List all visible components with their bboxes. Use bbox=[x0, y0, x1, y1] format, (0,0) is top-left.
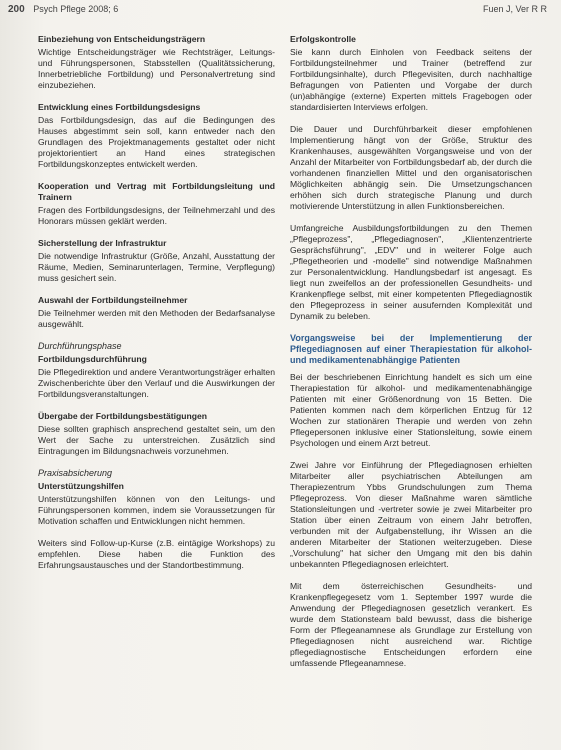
journal-title: Psych Pflege 2008; 6 bbox=[33, 4, 119, 14]
section-heading: Übergabe der Fortbildungsbestätigungen bbox=[38, 411, 208, 421]
left-column bbox=[38, 34, 275, 582]
paragraph: Sie kann durch Einholen von Feedback seitens der Fortbildungsteilnehmer und Trainer (betreffend zur Fortbildungsinhalte), durch Pflegevisiten, durch nachhaltige Befragungen von Patienten und Vorgabe der durch (un)abhängige (externe) Experten mittels Fragebogen oder standardisierten Interviews erfolgen. bbox=[290, 47, 532, 112]
paragraph: Die notwendige Infrastruktur (Größe, Anzahl, Ausstattung der Räume, Medien, Seminarunterlagen, Termine, Verpflegung) muss gesichert sein. bbox=[38, 251, 275, 283]
paragraph: Das Fortbildungsdesign, das auf die Bedingungen des Hauses abgestimmt sein soll, kann entweder nach den Grundlagen des Projektmanagements gestaltet oder nicht projektorientiert an Hand eines strategischen Fortbildungskonzeptes entwickelt werden. bbox=[38, 115, 275, 169]
section-heading: Entwicklung eines Fortbildungsdesigns bbox=[38, 102, 201, 112]
right-column bbox=[290, 34, 532, 680]
paragraph: Die Dauer und Durchführbarkeit dieser empfohlenen Implementierung hängt von der Größe, Struktur des Krankenhauses, ausgewählten Vorgangsweise und von der Anzahl der Mitarbeiter von Fortbildungsbedarf ab, der durch die vorhandenen finanziellen Mittel und den organisatorischen Möglichkeiten abhängig sein. Die Umsetzungschancen erhöhen sich durch strategische Planung und durch motivierende Unterstützung in allen Funktionsbereichen. bbox=[290, 124, 532, 211]
running-authors: Fuen J, Ver R R bbox=[482, 4, 547, 14]
section-heading: Kooperation und Vertrag mit Fortbildungsleitung und Trainern bbox=[38, 181, 275, 202]
section-heading: Erfolgskontrolle bbox=[290, 34, 356, 44]
paragraph: Diese sollten graphisch ansprechend gestaltet sein, um den Wert der Sache zu unterstreichen. Zusätzlich sind Eintragungen im Bildungsnachweis vorzunehmen. bbox=[38, 424, 275, 456]
highlight-heading: Vorgangsweise bei der Implementierung der Pflegediagnosen auf einer Therapiestation für alkohol- und medikamentenabhängige Patienten bbox=[290, 333, 532, 365]
paragraph: Wichtige Entscheidungsträger wie Rechtsträger, Leitungs- und Führungspersonen, Stabsstellen (Qualitätssicherung, Innerbetriebliche Fortbildung) und Personalvertretung sind einzubeziehen. bbox=[38, 47, 275, 90]
paragraph: Mit dem österreichischen Gesundheits- und Krankenpflegegesetz vom 1. September 1997 wurde die Anwendung der Pflegediagnosen gesetzlich verankert. Es wurde dem Stationsteam bald bewusst, dass die bisherige Form der Pflegeanamnese als Grundlage zur Erstellung von Pflegediagnosen nicht ausreichend war. Richtige pflegediagnostische Entscheidungen erfordern eine umfassende Pflegeanamnese. bbox=[290, 581, 532, 668]
paragraph: Fragen des Fortbildungsdesigns, der Teilnehmerzahl und des Honorars müssen geklärt werden. bbox=[38, 205, 275, 226]
section-heading: Einbeziehung von Entscheidungsträgern bbox=[38, 34, 206, 44]
section-heading: Fortbildungsdurchführung bbox=[38, 354, 147, 364]
paragraph: Umfangreiche Ausbildungsfortbildungen zu den Themen „Pflegeprozess", „Pflegediagnosen", „Klientenzentrierte Gesprächsführung", „EDV" und in weiterer Folge auch „Pflegetheorien und -modelle" sind notwendige Maßnahmen zur Personalentwicklung. Handlungsbedarf ist angesagt. Es liegt nun zweifellos an der professionellen Gesundheits- und Krankenpflege selbst, mit einer kompetenten Pflegediagnostik den Pflegeprozess in seiner ausufernden Komplexität und Dynamik zu beleben. bbox=[290, 223, 532, 321]
paragraph: Unterstützungshilfen können von den Leitungs- und Führungspersonen kommen, indem sie Voraussetzungen für Motivation schaffen und Entwicklungen nicht hemmen. bbox=[38, 494, 275, 526]
paragraph: Zwei Jahre vor Einführung der Pflegediagnosen erhielten Mitarbeiter aller psychiatrischen Abteilungen am Therapiezentrum Ybbs Grundschulungen zum Thema Pflegeprozess. Von dieser Maßnahme waren sämtliche Stationsleitungen und -vertreter sowie je zwei Mitarbeiter pro Station über einen Zeitraum von einem Jahr betroffen, verbunden mit der Aufgabenstellung, ihr Wissen an die anderen Mitarbeiter der Stationen weiterzugeben. Diese „Vorschulung" hat sicher den Umgang mit den bis dahin unbekannten Pflegediagnosen erleichtert. bbox=[290, 460, 532, 569]
page-number: 200 bbox=[8, 4, 25, 15]
phase-heading: Durchführungsphase bbox=[38, 341, 122, 351]
paragraph: Die Pflegedirektion und andere Verantwortungsträger erhalten Zwischenberichte über den Verlauf und die Auswirkungen der Fortbildungsveranstaltungen. bbox=[38, 367, 275, 399]
section-heading: Sicherstellung der Infrastruktur bbox=[38, 238, 167, 248]
paragraph: Bei der beschriebenen Einrichtung handelt es sich um eine Therapiestation für alkohol- und medikamentenabhängige Patienten mit einer Größenordnung von 15 Betten. Die Patienten kommen nach dem körperlichen Entzug für 12 Wochen zur stationären Therapie und werden von zehn Pflegepersonen inklusive einer Stationsleitung, sowie einem Psychologen und einem Arzt betreut. bbox=[290, 372, 532, 448]
paragraph: Weiters sind Follow-up-Kurse (z.B. eintägige Workshops) zu empfehlen. Diese haben die Funktion des Erfahrungsaustausches und der Standortbestimmung. bbox=[38, 538, 275, 570]
section-heading: Auswahl der Fortbildungsteilnehmer bbox=[38, 295, 188, 305]
phase-heading: Praxisabsicherung bbox=[38, 468, 113, 478]
section-heading: Unterstützungshilfen bbox=[38, 481, 124, 491]
paragraph: Die Teilnehmer werden mit den Methoden der Bedarfsanalyse ausgewählt. bbox=[38, 308, 275, 329]
page-header bbox=[8, 4, 547, 18]
